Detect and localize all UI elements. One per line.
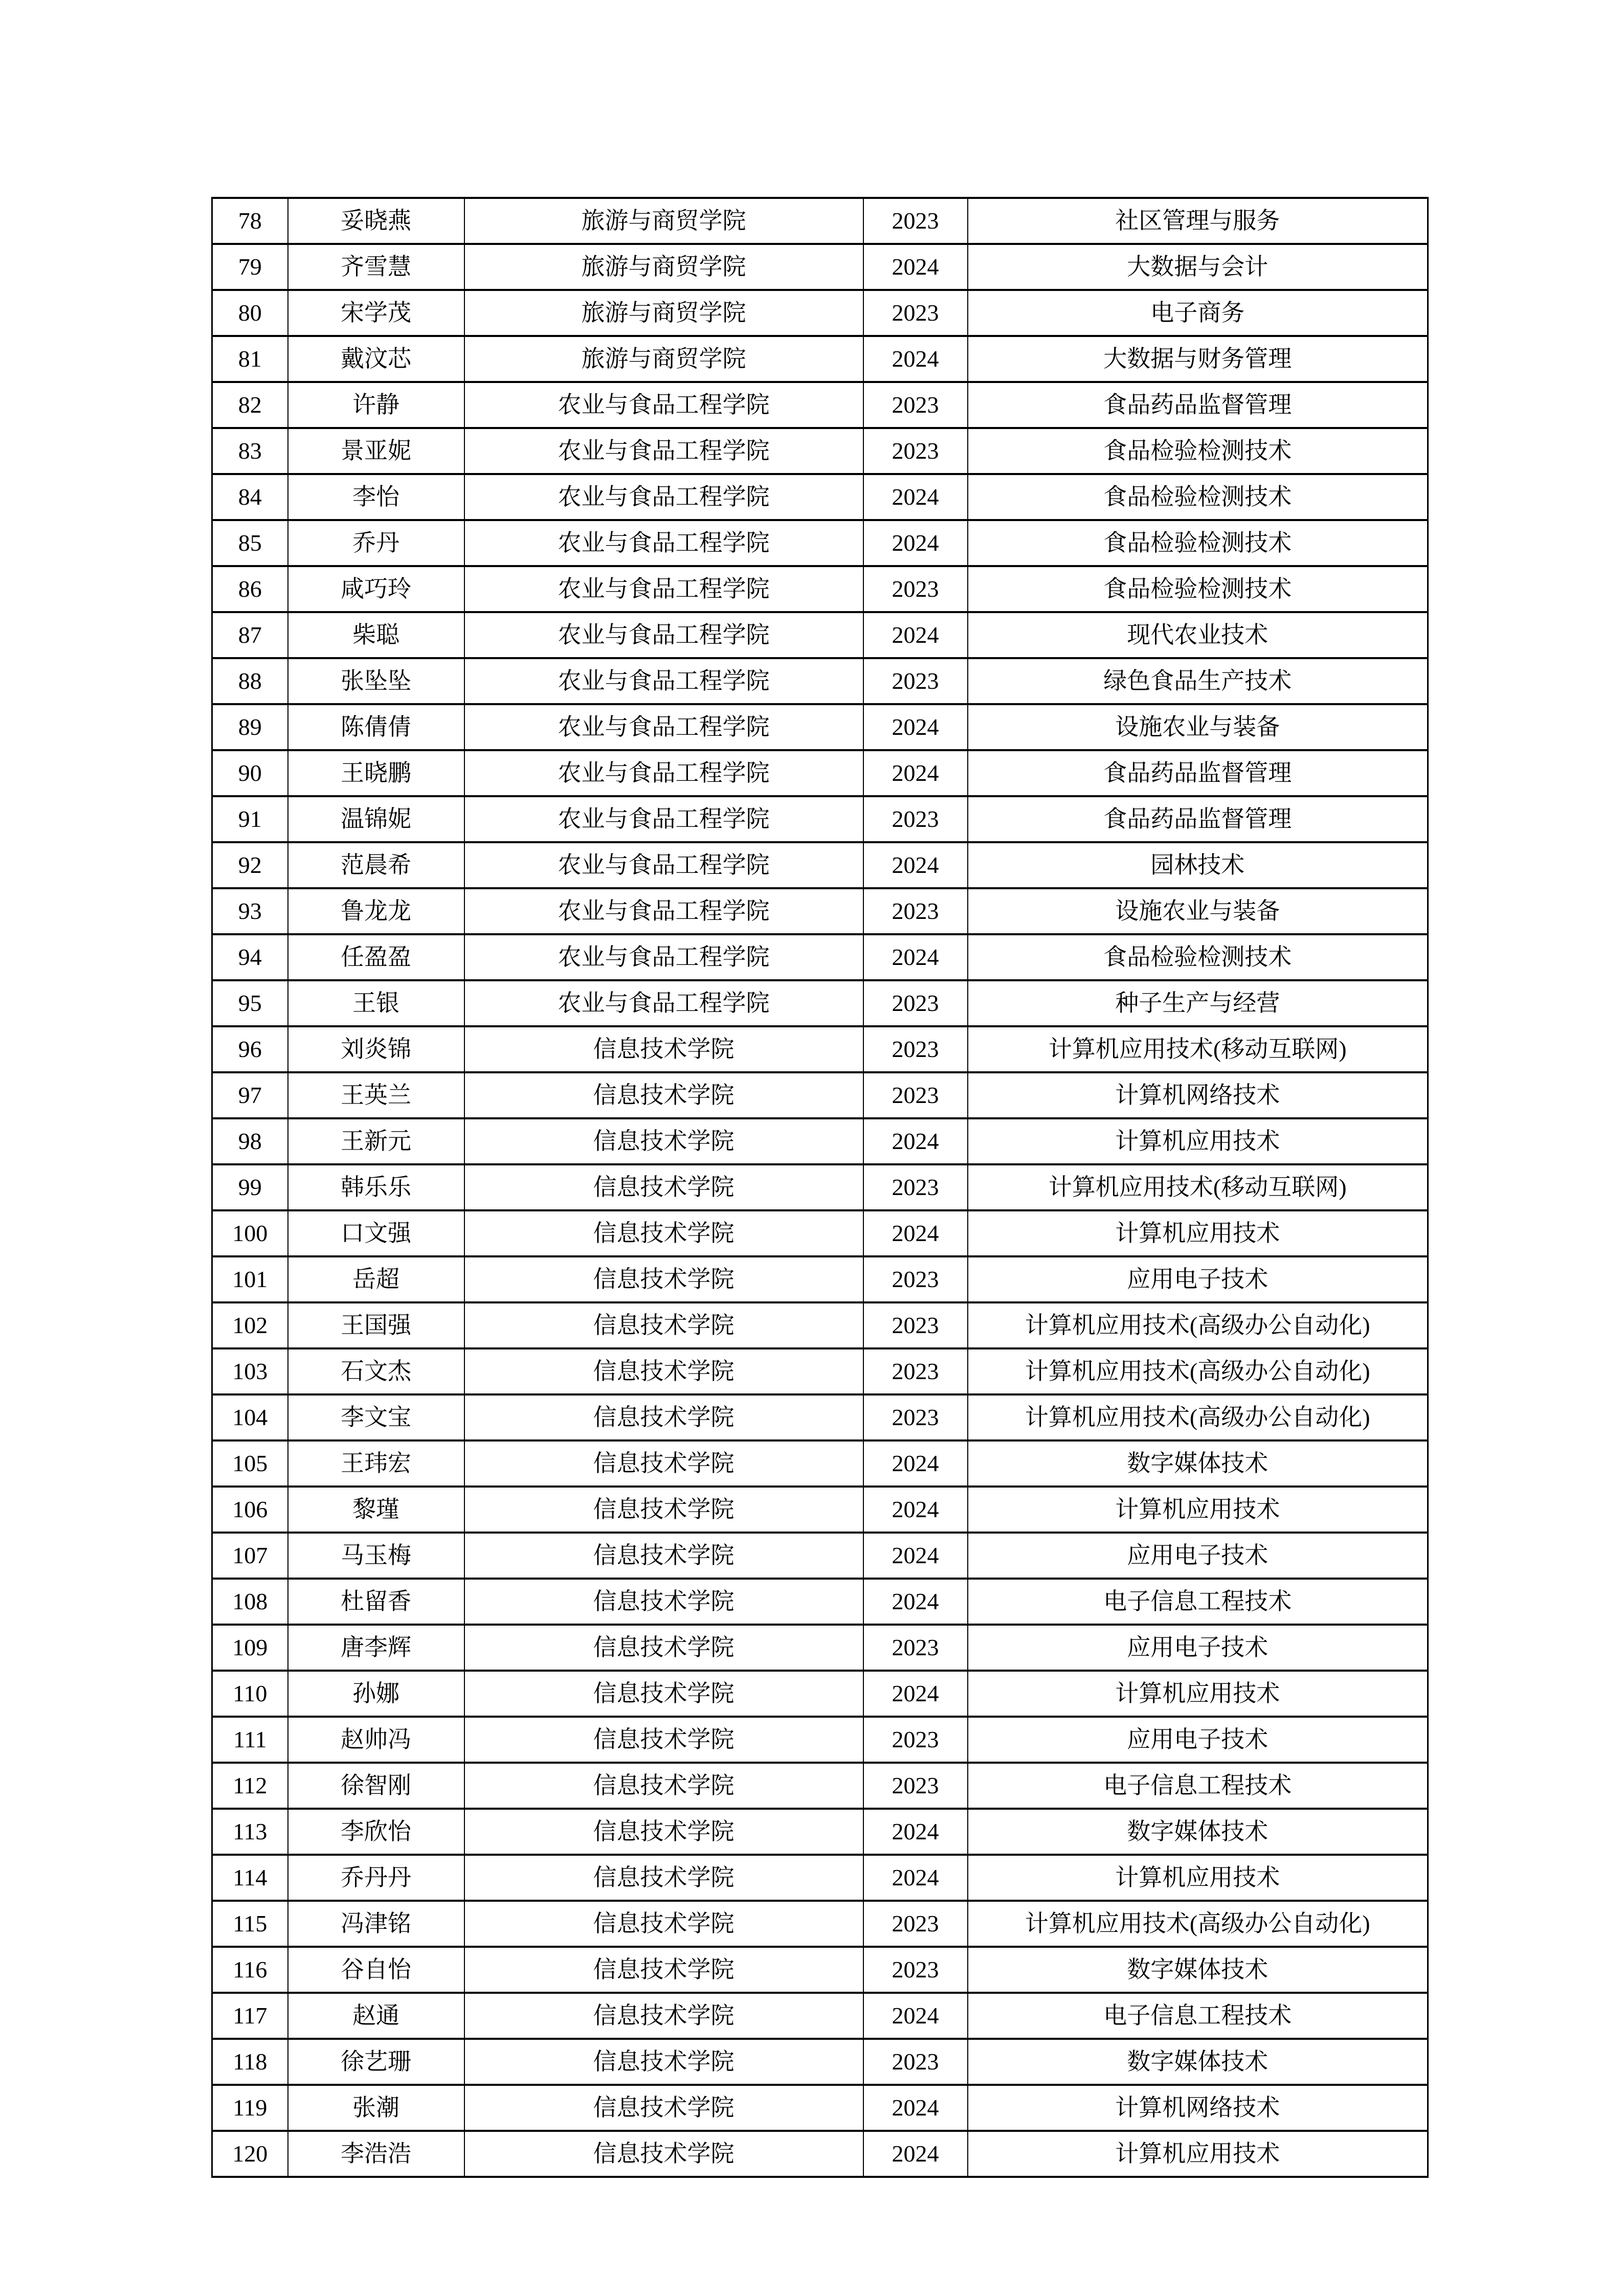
cell-name: 妥晓燕 <box>288 198 464 244</box>
cell-college: 农业与食品工程学院 <box>464 658 863 704</box>
cell-number: 90 <box>212 750 288 796</box>
student-roster-container <box>211 197 1427 2178</box>
cell-major: 食品药品监督管理 <box>968 382 1428 428</box>
cell-college: 信息技术学院 <box>464 1302 863 1348</box>
cell-college: 农业与食品工程学院 <box>464 612 863 658</box>
cell-year: 2024 <box>863 244 968 290</box>
cell-major: 大数据与会计 <box>968 244 1428 290</box>
cell-year: 2024 <box>863 520 968 566</box>
cell-college: 信息技术学院 <box>464 1440 863 1487</box>
cell-year: 2023 <box>863 1072 968 1118</box>
cell-year: 2023 <box>863 1763 968 1809</box>
cell-number: 86 <box>212 566 288 612</box>
cell-college: 旅游与商贸学院 <box>464 244 863 290</box>
cell-number: 116 <box>212 1947 288 1993</box>
cell-major: 数字媒体技术 <box>968 1947 1428 1993</box>
table-row <box>212 888 1428 934</box>
cell-college: 信息技术学院 <box>464 1533 863 1579</box>
cell-number: 82 <box>212 382 288 428</box>
cell-year: 2023 <box>863 1256 968 1302</box>
table-row <box>212 290 1428 336</box>
cell-number: 83 <box>212 428 288 474</box>
cell-year: 2023 <box>863 888 968 934</box>
cell-college: 信息技术学院 <box>464 1717 863 1763</box>
cell-name: 刘炎锦 <box>288 1026 464 1072</box>
cell-number: 93 <box>212 888 288 934</box>
cell-college: 信息技术学院 <box>464 1256 863 1302</box>
cell-major: 食品检验检测技术 <box>968 566 1428 612</box>
table-row <box>212 2085 1428 2131</box>
cell-year: 2023 <box>863 290 968 336</box>
cell-number: 118 <box>212 2039 288 2085</box>
cell-major: 计算机应用技术 <box>968 1855 1428 1901</box>
cell-major: 社区管理与服务 <box>968 198 1428 244</box>
cell-college: 农业与食品工程学院 <box>464 934 863 980</box>
cell-number: 113 <box>212 1809 288 1855</box>
cell-number: 112 <box>212 1763 288 1809</box>
cell-number: 104 <box>212 1394 288 1440</box>
cell-major: 计算机应用技术 <box>968 1671 1428 1717</box>
cell-number: 88 <box>212 658 288 704</box>
cell-major: 计算机应用技术(移动互联网) <box>968 1164 1428 1210</box>
cell-year: 2024 <box>863 1809 968 1855</box>
cell-college: 农业与食品工程学院 <box>464 428 863 474</box>
table-row <box>212 336 1428 382</box>
table-row <box>212 750 1428 796</box>
cell-major: 计算机应用技术(高级办公自动化) <box>968 1901 1428 1947</box>
cell-name: 乔丹丹 <box>288 1855 464 1901</box>
cell-number: 81 <box>212 336 288 382</box>
cell-number: 115 <box>212 1901 288 1947</box>
cell-major: 食品检验检测技术 <box>968 520 1428 566</box>
cell-number: 98 <box>212 1118 288 1164</box>
cell-year: 2023 <box>863 382 968 428</box>
cell-number: 103 <box>212 1348 288 1394</box>
cell-college: 农业与食品工程学院 <box>464 566 863 612</box>
roster-table-body <box>212 198 1428 2177</box>
cell-major: 数字媒体技术 <box>968 1809 1428 1855</box>
cell-year: 2023 <box>863 1625 968 1671</box>
cell-year: 2024 <box>863 1487 968 1533</box>
cell-major: 电子商务 <box>968 290 1428 336</box>
cell-major: 应用电子技术 <box>968 1533 1428 1579</box>
table-row <box>212 1763 1428 1809</box>
cell-year: 2023 <box>863 980 968 1026</box>
cell-college: 信息技术学院 <box>464 2039 863 2085</box>
cell-year: 2024 <box>863 336 968 382</box>
cell-number: 79 <box>212 244 288 290</box>
cell-number: 92 <box>212 842 288 888</box>
cell-major: 大数据与财务管理 <box>968 336 1428 382</box>
cell-name: 黎瑾 <box>288 1487 464 1533</box>
cell-name: 徐智刚 <box>288 1763 464 1809</box>
cell-college: 信息技术学院 <box>464 2131 863 2177</box>
cell-year: 2023 <box>863 1348 968 1394</box>
cell-college: 旅游与商贸学院 <box>464 198 863 244</box>
cell-college: 信息技术学院 <box>464 1993 863 2039</box>
cell-year: 2023 <box>863 658 968 704</box>
cell-name: 石文杰 <box>288 1348 464 1394</box>
table-row <box>212 1026 1428 1072</box>
cell-name: 王晓鹏 <box>288 750 464 796</box>
cell-major: 应用电子技术 <box>968 1717 1428 1763</box>
cell-number: 102 <box>212 1302 288 1348</box>
cell-name: 咸巧玲 <box>288 566 464 612</box>
cell-name: 赵通 <box>288 1993 464 2039</box>
cell-year: 2023 <box>863 428 968 474</box>
cell-number: 97 <box>212 1072 288 1118</box>
cell-name: 王银 <box>288 980 464 1026</box>
cell-year: 2024 <box>863 1440 968 1487</box>
cell-major: 应用电子技术 <box>968 1256 1428 1302</box>
cell-year: 2024 <box>863 1579 968 1625</box>
table-row <box>212 428 1428 474</box>
cell-college: 信息技术学院 <box>464 1671 863 1717</box>
table-row <box>212 796 1428 842</box>
table-row <box>212 1302 1428 1348</box>
cell-name: 徐艺珊 <box>288 2039 464 2085</box>
cell-college: 信息技术学院 <box>464 1210 863 1256</box>
cell-number: 110 <box>212 1671 288 1717</box>
cell-name: 唐李辉 <box>288 1625 464 1671</box>
cell-major: 计算机应用技术(移动互联网) <box>968 1026 1428 1072</box>
cell-major: 食品药品监督管理 <box>968 796 1428 842</box>
cell-number: 89 <box>212 704 288 750</box>
cell-college: 信息技术学院 <box>464 1072 863 1118</box>
table-row <box>212 1210 1428 1256</box>
cell-number: 107 <box>212 1533 288 1579</box>
student-roster-table <box>211 197 1429 2178</box>
table-row <box>212 1256 1428 1302</box>
cell-major: 电子信息工程技术 <box>968 1763 1428 1809</box>
cell-number: 80 <box>212 290 288 336</box>
cell-year: 2024 <box>863 704 968 750</box>
cell-name: 口文强 <box>288 1210 464 1256</box>
cell-year: 2023 <box>863 1901 968 1947</box>
cell-major: 计算机应用技术 <box>968 1210 1428 1256</box>
cell-year: 2024 <box>863 1993 968 2039</box>
cell-college: 信息技术学院 <box>464 1394 863 1440</box>
cell-college: 农业与食品工程学院 <box>464 520 863 566</box>
cell-major: 现代农业技术 <box>968 612 1428 658</box>
cell-year: 2024 <box>863 2131 968 2177</box>
cell-name: 李怡 <box>288 474 464 520</box>
cell-college: 信息技术学院 <box>464 1947 863 1993</box>
cell-name: 王国强 <box>288 1302 464 1348</box>
cell-year: 2024 <box>863 1533 968 1579</box>
table-row <box>212 658 1428 704</box>
cell-college: 信息技术学院 <box>464 1855 863 1901</box>
table-row <box>212 612 1428 658</box>
cell-major: 种子生产与经营 <box>968 980 1428 1026</box>
table-row <box>212 566 1428 612</box>
table-row <box>212 1579 1428 1625</box>
cell-name: 岳超 <box>288 1256 464 1302</box>
table-row <box>212 474 1428 520</box>
cell-year: 2023 <box>863 1394 968 1440</box>
cell-year: 2024 <box>863 934 968 980</box>
cell-major: 计算机应用技术 <box>968 2131 1428 2177</box>
cell-year: 2024 <box>863 1118 968 1164</box>
cell-college: 农业与食品工程学院 <box>464 980 863 1026</box>
cell-name: 温锦妮 <box>288 796 464 842</box>
cell-major: 食品检验检测技术 <box>968 474 1428 520</box>
cell-number: 106 <box>212 1487 288 1533</box>
cell-college: 信息技术学院 <box>464 1579 863 1625</box>
cell-name: 杜留香 <box>288 1579 464 1625</box>
cell-name: 戴汶芯 <box>288 336 464 382</box>
cell-year: 2023 <box>863 1164 968 1210</box>
cell-name: 李欣怡 <box>288 1809 464 1855</box>
cell-number: 85 <box>212 520 288 566</box>
cell-college: 农业与食品工程学院 <box>464 796 863 842</box>
cell-major: 计算机应用技术(高级办公自动化) <box>968 1394 1428 1440</box>
cell-major: 电子信息工程技术 <box>968 1993 1428 2039</box>
table-row <box>212 1487 1428 1533</box>
cell-name: 王英兰 <box>288 1072 464 1118</box>
cell-major: 绿色食品生产技术 <box>968 658 1428 704</box>
cell-year: 2023 <box>863 1026 968 1072</box>
cell-number: 78 <box>212 198 288 244</box>
table-row <box>212 1717 1428 1763</box>
cell-major: 数字媒体技术 <box>968 2039 1428 2085</box>
table-row <box>212 1625 1428 1671</box>
table-row <box>212 244 1428 290</box>
table-row <box>212 2039 1428 2085</box>
cell-name: 陈倩倩 <box>288 704 464 750</box>
cell-major: 计算机应用技术(高级办公自动化) <box>968 1302 1428 1348</box>
cell-major: 设施农业与装备 <box>968 888 1428 934</box>
cell-name: 谷自怡 <box>288 1947 464 1993</box>
cell-number: 117 <box>212 1993 288 2039</box>
table-row <box>212 1993 1428 2039</box>
cell-number: 119 <box>212 2085 288 2131</box>
table-row <box>212 934 1428 980</box>
cell-number: 111 <box>212 1717 288 1763</box>
cell-name: 许静 <box>288 382 464 428</box>
cell-year: 2023 <box>863 2039 968 2085</box>
cell-year: 2023 <box>863 1947 968 1993</box>
cell-major: 计算机应用技术 <box>968 1118 1428 1164</box>
table-row <box>212 1809 1428 1855</box>
table-row <box>212 198 1428 244</box>
cell-major: 园林技术 <box>968 842 1428 888</box>
cell-name: 任盈盈 <box>288 934 464 980</box>
cell-name: 张潮 <box>288 2085 464 2131</box>
cell-major: 计算机网络技术 <box>968 2085 1428 2131</box>
cell-name: 张坠坠 <box>288 658 464 704</box>
table-row <box>212 1118 1428 1164</box>
cell-number: 108 <box>212 1579 288 1625</box>
cell-name: 孙娜 <box>288 1671 464 1717</box>
table-row <box>212 1440 1428 1487</box>
cell-college: 旅游与商贸学院 <box>464 336 863 382</box>
cell-year: 2024 <box>863 1210 968 1256</box>
table-row <box>212 1671 1428 1717</box>
cell-major: 食品检验检测技术 <box>968 934 1428 980</box>
table-row <box>212 1901 1428 1947</box>
cell-number: 100 <box>212 1210 288 1256</box>
table-row <box>212 1394 1428 1440</box>
cell-year: 2023 <box>863 198 968 244</box>
cell-college: 信息技术学院 <box>464 1348 863 1394</box>
cell-year: 2024 <box>863 842 968 888</box>
cell-college: 信息技术学院 <box>464 1809 863 1855</box>
cell-number: 105 <box>212 1440 288 1487</box>
cell-major: 计算机网络技术 <box>968 1072 1428 1118</box>
cell-number: 87 <box>212 612 288 658</box>
table-row <box>212 1855 1428 1901</box>
cell-year: 2023 <box>863 1302 968 1348</box>
cell-college: 农业与食品工程学院 <box>464 888 863 934</box>
cell-college: 农业与食品工程学院 <box>464 704 863 750</box>
cell-year: 2023 <box>863 796 968 842</box>
cell-number: 91 <box>212 796 288 842</box>
cell-number: 101 <box>212 1256 288 1302</box>
cell-college: 农业与食品工程学院 <box>464 750 863 796</box>
cell-name: 王玮宏 <box>288 1440 464 1487</box>
cell-name: 齐雪慧 <box>288 244 464 290</box>
cell-year: 2023 <box>863 566 968 612</box>
table-row <box>212 1164 1428 1210</box>
cell-name: 冯津铭 <box>288 1901 464 1947</box>
cell-college: 农业与食品工程学院 <box>464 842 863 888</box>
table-row <box>212 382 1428 428</box>
cell-name: 韩乐乐 <box>288 1164 464 1210</box>
cell-number: 84 <box>212 474 288 520</box>
cell-college: 信息技术学院 <box>464 1164 863 1210</box>
table-row <box>212 1533 1428 1579</box>
cell-year: 2024 <box>863 612 968 658</box>
cell-number: 94 <box>212 934 288 980</box>
cell-college: 信息技术学院 <box>464 1118 863 1164</box>
cell-year: 2024 <box>863 1671 968 1717</box>
cell-number: 95 <box>212 980 288 1026</box>
cell-name: 宋学茂 <box>288 290 464 336</box>
cell-name: 赵帅冯 <box>288 1717 464 1763</box>
table-row <box>212 1947 1428 1993</box>
table-row <box>212 1348 1428 1394</box>
cell-year: 2023 <box>863 1717 968 1763</box>
cell-year: 2024 <box>863 2085 968 2131</box>
cell-name: 马玉梅 <box>288 1533 464 1579</box>
cell-college: 农业与食品工程学院 <box>464 474 863 520</box>
cell-name: 景亚妮 <box>288 428 464 474</box>
table-row <box>212 1072 1428 1118</box>
cell-major: 设施农业与装备 <box>968 704 1428 750</box>
cell-name: 范晨希 <box>288 842 464 888</box>
cell-major: 计算机应用技术 <box>968 1487 1428 1533</box>
cell-number: 99 <box>212 1164 288 1210</box>
cell-name: 柴聪 <box>288 612 464 658</box>
cell-major: 电子信息工程技术 <box>968 1579 1428 1625</box>
table-row <box>212 2131 1428 2177</box>
cell-name: 乔丹 <box>288 520 464 566</box>
cell-college: 信息技术学院 <box>464 1487 863 1533</box>
cell-major: 计算机应用技术(高级办公自动化) <box>968 1348 1428 1394</box>
cell-college: 信息技术学院 <box>464 1026 863 1072</box>
table-row <box>212 980 1428 1026</box>
cell-number: 114 <box>212 1855 288 1901</box>
cell-year: 2024 <box>863 750 968 796</box>
cell-college: 旅游与商贸学院 <box>464 290 863 336</box>
cell-major: 食品药品监督管理 <box>968 750 1428 796</box>
cell-number: 120 <box>212 2131 288 2177</box>
table-row <box>212 842 1428 888</box>
table-row <box>212 704 1428 750</box>
cell-college: 信息技术学院 <box>464 1763 863 1809</box>
cell-name: 王新元 <box>288 1118 464 1164</box>
table-row <box>212 520 1428 566</box>
cell-college: 信息技术学院 <box>464 2085 863 2131</box>
cell-name: 李文宝 <box>288 1394 464 1440</box>
cell-number: 96 <box>212 1026 288 1072</box>
cell-college: 信息技术学院 <box>464 1901 863 1947</box>
cell-college: 信息技术学院 <box>464 1625 863 1671</box>
cell-number: 109 <box>212 1625 288 1671</box>
cell-name: 鲁龙龙 <box>288 888 464 934</box>
cell-year: 2024 <box>863 474 968 520</box>
cell-college: 农业与食品工程学院 <box>464 382 863 428</box>
cell-major: 数字媒体技术 <box>968 1440 1428 1487</box>
cell-year: 2024 <box>863 1855 968 1901</box>
cell-major: 应用电子技术 <box>968 1625 1428 1671</box>
cell-name: 李浩浩 <box>288 2131 464 2177</box>
cell-major: 食品检验检测技术 <box>968 428 1428 474</box>
